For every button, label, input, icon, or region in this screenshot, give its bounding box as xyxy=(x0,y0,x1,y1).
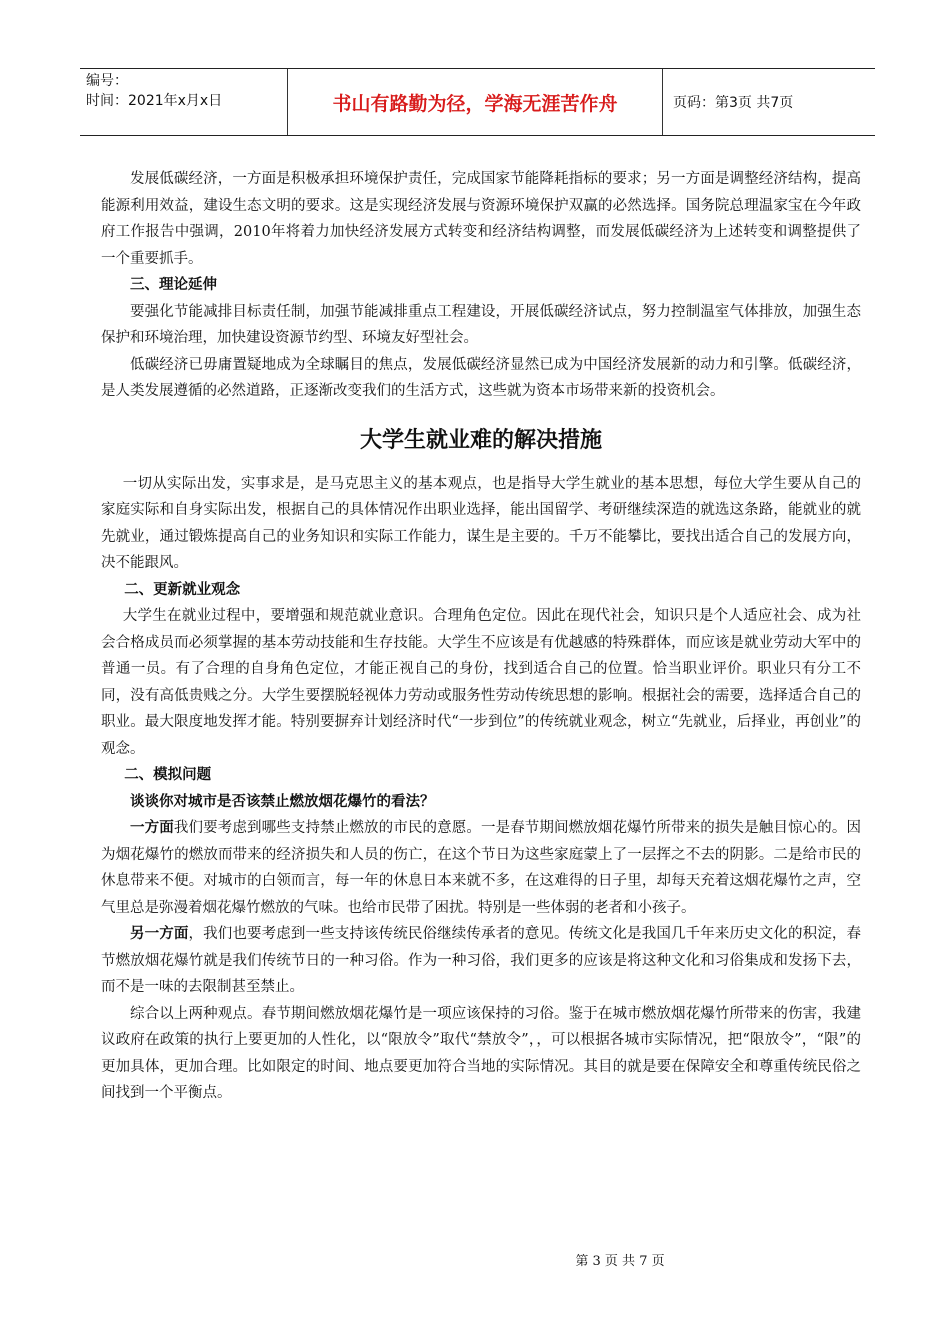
paragraph: 大学生在就业过程中，要增强和规范就业意识。合理角色定位。因此在现代社会，知识只是个人适应社会、成为社会合格成员而必须掌握的基本劳动技能和生存技能。大学生不应该是有优越感的特殊群体，而应该是就业劳动大军中的普通一员。有了合理的自身角色定位，才能正视自己的身份，找到适合自己的位置。恰当职业评价。职业只有分工不同，没有高低贵贱之分。大学生要摆脱轻视体力劳动或服务性劳动传统思想的影响。根据社会的需要，选择适合自己的职业。最大限度地发挥才能。特别要摒弃计划经济时代“一步到位”的传统就业观念，树立“先就业，后择业，再创业”的观念。 xyxy=(101,608,861,757)
question: 谈谈你对城市是否该禁止燃放烟花爆竹的看法？ xyxy=(130,792,435,810)
paragraph: 一切从实际出发，实事求是，是马克思主义的基本观点，也是指导大学生就业的基本思想，每位大学生要从自己的家庭实际和自身实际出发，根据自己的具体情况作出职业选择，能出国留学、考研继续深造的就选这条路，能就业的就先就业，通过锻炼提高自己的业务知识和实际工作能力，谋生是主要的。千万不能攀比，要找出适合自己的发展方向，决不能跟风。 xyxy=(101,475,861,571)
page-footer: 第 3 页 共 7 页 xyxy=(575,1254,665,1269)
paragraph: 综合以上两种观点。春节期间燃放烟花爆竹是一项应该保持的习俗。鉴于在城市燃放烟花爆竹所带来的伤害，我建议政府在政策的执行上要更加的人性化，以“限放令”取代“禁放令”，，可以根据各城市实际情况，把“限放令”，“限”的更加具体，更加合理。比如限定的时间、地点要更加符合当地的实际情况。其目的就是要在保障安全和尊重传统民俗之间找到一个平衡点。 xyxy=(101,1005,861,1101)
paragraph: 要强化节能减排目标责任制，加强节能减排重点工程建设，开展低碳经济试点，努力控制温室气体排放，加强生态保护和环境治理，加快建设资源节约型、环境友好型社会。 xyxy=(101,303,861,346)
paragraph-text: 我们要考虑到哪些支持禁止燃放的市民的意愿。一是春节期间燃放烟花爆竹所带来的损失是触目惊心的。因为烟花爆竹的燃放而带来的经济损失和人员的伤亡，在这个节日为这些家庭蒙上了一层挥之不去的阴影。二是给市民的休息带来不便。对城市的白领而言，每一年的休息日本来就不多，在这难得的日子里，却每天充着这烟花爆竹之声，空气里总是弥漫着烟花爆竹燃放的气味。也给市民带了困扰。特别是一些体弱的老者和小孩子。 xyxy=(101,820,862,916)
header-info xyxy=(80,69,288,135)
section-heading: 二、更新就业观念 xyxy=(124,580,241,598)
header-motto: 书山有路勤为径，学海无涯苦作舟 xyxy=(288,69,663,135)
paragraph-lead: 另一方面 xyxy=(130,925,189,942)
paragraph-text: ，我们也要考虑到一些支持该传统民俗继续传承者的意见。传统文化是我国几千年来历史文化的积淀，春节燃放烟花爆竹就是我们传统节日的一种习俗。作为一种习俗，我们更多的应该是将这种文化和习俗集成和发扬下去，而不是一味的去限制甚至禁止。 xyxy=(101,926,862,995)
paragraph-lead: 一方面 xyxy=(130,819,174,836)
paragraph xyxy=(101,815,861,921)
header-page-code: 页码：第3页 共7页 xyxy=(673,95,794,111)
page-header xyxy=(80,68,875,136)
paragraph xyxy=(101,921,861,1001)
section-heading: 三、理论延伸 xyxy=(130,276,217,293)
article-title: 大学生就业难的解决措施 xyxy=(359,427,602,453)
document-body xyxy=(101,166,861,1107)
section-heading: 二、模拟问题 xyxy=(124,766,212,783)
document-number: 编号： xyxy=(86,73,128,89)
paragraph: 低碳经济已毋庸置疑地成为全球瞩目的焦点，发展低碳经济显然已成为中国经济发展新的动力和引擎。低碳经济，是人类发展遵循的必然道路，正逐渐改变我们的生活方式，这些就为资本市场带来新的投资机会。 xyxy=(101,356,861,399)
paragraph: 发展低碳经济，一方面是积极承担环境保护责任，完成国家节能降耗指标的要求；另一方面是调整经济结构，提高能源利用效益，建设生态文明的要求。这是实现经济发展与资源环境保护双赢的必然选择。国务院总理温家宝在今年政府工作报告中强调，2010年将着力加快经济发展方式转变和经济结构调整，而发展低碳经济为上述转变和调整提供了一个重要抓手。 xyxy=(101,171,861,267)
document-date: 时间：2021年x月x日 xyxy=(86,93,223,109)
